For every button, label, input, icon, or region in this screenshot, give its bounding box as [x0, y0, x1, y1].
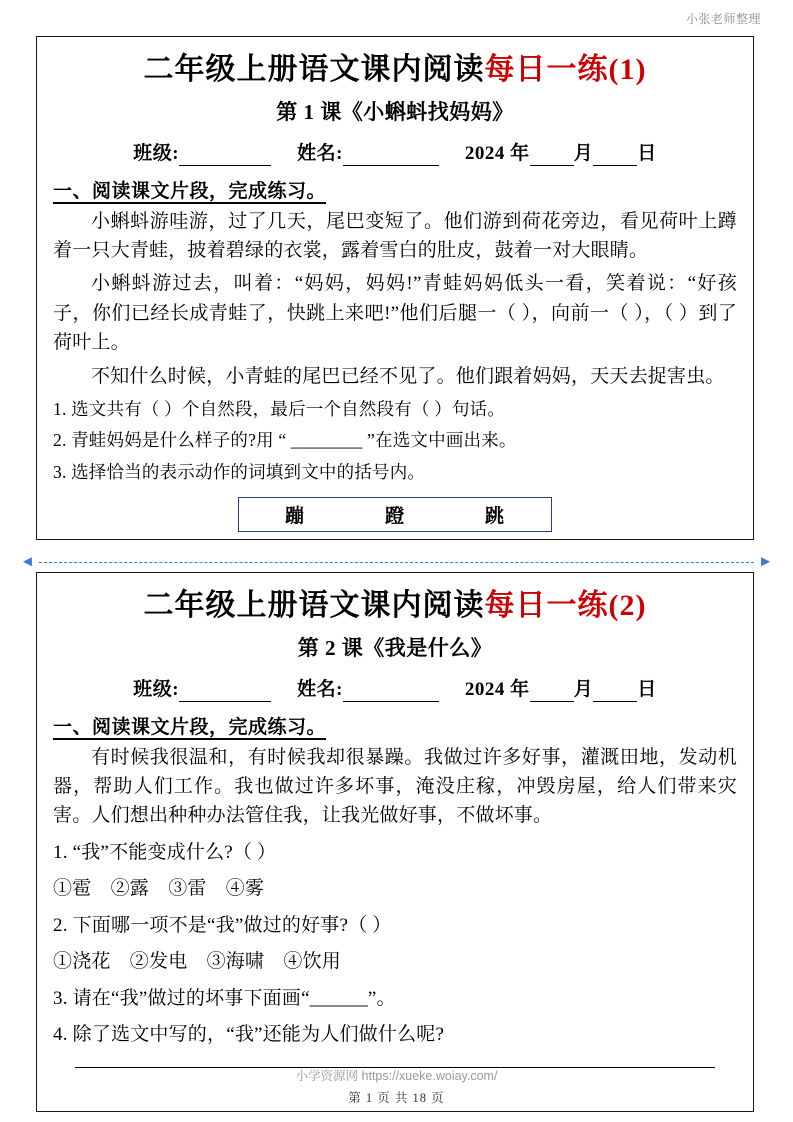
worksheet-card-1: [36, 36, 754, 540]
worksheet-card-2: [36, 572, 754, 1112]
reading-paragraph-2-1: 有时候我很温和，有时候我却很暴躁。我做过许多好事，灌溉田地，发动机器，帮助人们工作。我也做过许多坏事，淹没庄稼，冲毁房屋，给人们带来灾害。人们想出种种办法管住我，让我光做好事，不做坏事。: [53, 746, 737, 827]
worksheet-subtitle-1: 第 1 课《小蝌蚪找妈妈》: [276, 99, 514, 124]
student-info-row-2: [53, 674, 737, 702]
name-blank-2[interactable]: [343, 679, 439, 702]
question-2-2-options[interactable]: ①浇花 ②发电 ③海啸 ④饮用: [53, 951, 342, 973]
dashed-line: [39, 562, 754, 563]
class-field-2: [133, 674, 271, 702]
watermark-top-right: 小张老师整理: [685, 12, 761, 26]
worksheet-subtitle-2: 第 2 课《我是什么》: [297, 635, 493, 660]
question-1-2: 2. 青蛙妈妈是什么样子的?用 “ ________ ”在选文中画出来。: [53, 430, 517, 451]
month-label-2: 月: [573, 678, 594, 700]
section-heading-2: [53, 712, 737, 739]
day-label-2: 日: [637, 678, 657, 700]
day-label-1: 日: [637, 142, 657, 164]
month-blank-1[interactable]: [530, 143, 574, 166]
question-2-1: 1. “我”不能变成什么?（ ）: [53, 841, 277, 863]
question-2-1-options[interactable]: ①雹 ②露 ③雷 ④雾: [53, 878, 265, 900]
class-blank-2[interactable]: [179, 679, 271, 702]
reading-paragraph-1-1: 小蝌蚪游哇游，过了几天，尾巴变短了。他们游到荷花旁边，看见荷叶上蹲着一只大青蛙，披着碧绿的衣裳，露着雪白的肚皮，鼓着一对大眼睛。: [53, 210, 737, 261]
section-heading-1: [53, 176, 737, 203]
name-label-1: 姓名:: [297, 142, 343, 164]
month-blank-2[interactable]: [530, 679, 574, 702]
date-field-2: [465, 674, 657, 702]
class-label-1: 班级:: [133, 142, 180, 164]
date-field-1: [465, 138, 657, 166]
footer-site-watermark: 小学资源网 https://xueke.woiay.com/: [295, 1069, 498, 1083]
question-1-1: 1. 选文共有（ ）个自然段，最后一个自然段有（ ）句话。: [53, 399, 506, 420]
day-blank-2[interactable]: [593, 679, 637, 702]
month-label-1: 月: [573, 142, 594, 164]
section-heading-text-1: 一、阅读课文片段，完成练习。: [53, 180, 327, 202]
name-label-2: 姓名:: [297, 678, 343, 700]
footer-page-number: 第 1 页 共 18 页: [348, 1091, 445, 1105]
cut-line-divider: [20, 554, 773, 570]
word-option-3[interactable]: 跳: [484, 505, 505, 527]
arrow-right-icon: ►: [758, 553, 773, 570]
name-blank-1[interactable]: [343, 143, 439, 166]
worksheet-title-2: [53, 589, 737, 624]
worksheet-title-main-1: 二年级上册语文课内阅读: [143, 53, 485, 86]
word-option-1[interactable]: 蹦: [284, 505, 305, 527]
worksheet-title-1: [53, 53, 737, 88]
name-field-2: [297, 674, 439, 702]
student-info-row-1: [53, 138, 737, 166]
class-blank-1[interactable]: [179, 143, 271, 166]
class-label-2: 班级:: [133, 678, 180, 700]
year-label-2: 2024 年: [464, 678, 530, 700]
day-blank-1[interactable]: [593, 143, 637, 166]
reading-paragraph-1-3: 不知什么时候，小青蛙的尾巴已经不见了。他们跟着妈妈，天天去捉害虫。: [91, 365, 725, 387]
class-field-1: [133, 138, 271, 166]
question-2-4: 4. 除了选文中写的，“我”还能为人们做什么呢?: [53, 1024, 445, 1046]
question-1-3: 3. 选择恰当的表示动作的词填到文中的括号内。: [53, 461, 426, 482]
worksheet-title-main-2: 二年级上册语文课内阅读: [143, 589, 485, 622]
section-heading-text-2: 一、阅读课文片段，完成练习。: [53, 716, 327, 738]
question-2-2: 2. 下面哪一项不是“我”做过的好事?（ ）: [53, 914, 392, 936]
worksheet-title-accent-1: 每日一练(1): [484, 53, 647, 86]
name-field-1: [297, 138, 439, 166]
worksheet-title-accent-2: 每日一练(2): [484, 589, 647, 622]
word-choice-box-1: [238, 497, 552, 532]
arrow-left-icon: ◄: [20, 553, 35, 570]
question-2-3: 3. 请在“我”做过的坏事下面画“______”。: [53, 987, 396, 1009]
word-option-2[interactable]: 蹬: [384, 505, 405, 527]
reading-paragraph-1-2: 小蝌蚪游过去，叫着：“妈妈，妈妈!”青蛙妈妈低头一看，笑着说：“好孩子，你们已经长成青蛙了，快跳上来吧!”他们后腿一（ ），向前一（ ），（ ）到了荷叶上。: [53, 273, 737, 354]
year-label-1: 2024 年: [464, 142, 530, 164]
